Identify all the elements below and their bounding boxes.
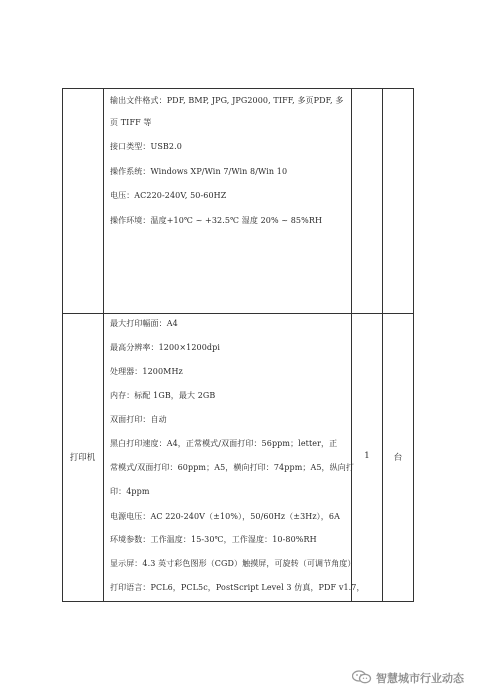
table-divider-qty bbox=[382, 88, 383, 602]
spec-line: 黑白打印速度：A4，正常模式/双面打印：56ppm；letter，正 bbox=[110, 439, 338, 448]
table-border-right bbox=[413, 88, 414, 602]
table-divider-spec bbox=[351, 88, 352, 602]
table-divider-name bbox=[103, 88, 104, 602]
spec-line: 环境参数：工作温度：15-30℃，工作湿度：10-80%RH bbox=[110, 535, 317, 544]
table-border-top bbox=[62, 88, 414, 89]
spec-line: 印：4ppm bbox=[110, 487, 150, 496]
spec-line: 操作系统：Windows XP/Win 7/Win 8/Win 10 bbox=[110, 167, 288, 176]
table-border-bottom bbox=[62, 601, 414, 602]
spec-line: 常模式/双面打印：60ppm；A5，横向打印：74ppm；A5，纵向打 bbox=[110, 463, 354, 472]
spec-line: 双面打印：自动 bbox=[110, 415, 167, 424]
spec-line: 最高分辨率：1200×1200dpi bbox=[110, 343, 221, 352]
table-border-left bbox=[62, 88, 63, 602]
item-quantity: 1 bbox=[364, 451, 370, 461]
table-row-divider bbox=[62, 313, 414, 314]
spec-line: 最大打印幅面：A4 bbox=[110, 319, 178, 328]
watermark bbox=[352, 666, 492, 690]
item-name: 打印机 bbox=[69, 453, 96, 463]
spec-line: 接口类型：USB2.0 bbox=[110, 142, 182, 151]
spec-line: 打印语言：PCL6，PCL5c，PostScript Level 3 仿真，PDF v1.7， bbox=[110, 583, 365, 592]
spec-line: 处理器：1200MHz bbox=[110, 367, 183, 376]
item-unit: 台 bbox=[393, 453, 403, 463]
spec-line: 电压：AC220-240V, 50-60HZ bbox=[110, 191, 227, 200]
spec-line: 输出文件格式：PDF, BMP, JPG, JPG2000, TIFF, 多页PDF, 多 bbox=[110, 96, 344, 105]
watermark-text: 智慧城市行业动态 bbox=[376, 672, 464, 685]
spec-line: 电源电压：AC 220-240V（±10%），50/60Hz（±3Hz），6A bbox=[110, 512, 340, 521]
spec-line: 操作环境：温度+10℃ ~ +32.5℃ 湿度 20% ~ 85%RH bbox=[110, 216, 323, 225]
spec-line: 显示屏：4.3 英寸彩色图形（CGD）触摸屏，可旋转（可调节角度） bbox=[110, 559, 356, 568]
spec-line: 内存：标配 1GB，最大 2GB bbox=[110, 391, 216, 400]
spec-table bbox=[62, 88, 414, 602]
wechat-icon bbox=[352, 670, 372, 684]
spec-line: 页 TIFF 等 bbox=[110, 118, 152, 127]
